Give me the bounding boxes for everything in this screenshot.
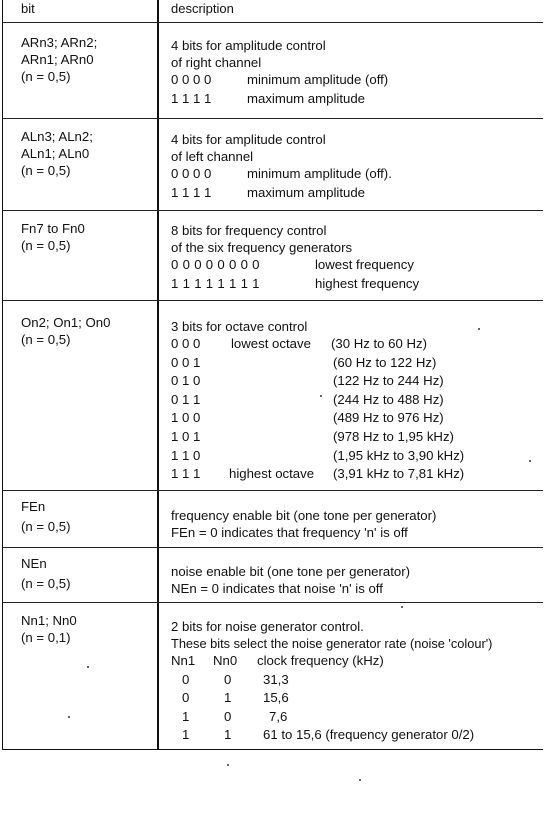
scan-speck (401, 606, 403, 608)
bit-line: (n = 0,5) (21, 576, 71, 591)
bit-line: NEn (21, 556, 47, 571)
value-code: 0 0 0 0 (171, 72, 212, 87)
bit-line: ALn3; ALn2; (21, 129, 93, 144)
noise-clock: 7,6 (269, 708, 288, 724)
scan-speck (529, 460, 531, 462)
octave-code: 0 1 1 (171, 391, 201, 407)
noise-header-row (171, 652, 541, 671)
value-row (171, 71, 541, 90)
octave-row (171, 428, 541, 447)
value-row (171, 184, 541, 203)
header-description: description (171, 1, 234, 16)
noise-col-nn1: Nn1 (171, 653, 196, 668)
noise-nn1: 1 (182, 727, 190, 743)
bit-line: Fn7 to Fn0 (21, 221, 85, 236)
octave-code: 0 0 0 (171, 336, 201, 351)
noise-table (171, 671, 541, 745)
row-divider (3, 22, 543, 23)
octave-code: 0 1 0 (171, 373, 201, 389)
value-code: 0 0 0 0 0 0 0 0 (171, 257, 260, 272)
desc-cell-fn (171, 222, 541, 293)
value-row (171, 275, 541, 294)
bit-cell-arn (21, 34, 97, 85)
octave-range: (978 Hz to 1,95 kHz) (333, 428, 454, 444)
bit-cell-on (21, 314, 110, 348)
value-text: minimum amplitude (off). (247, 166, 392, 181)
bit-cell-nen (21, 555, 70, 592)
value-row (171, 256, 541, 275)
desc-cell-aln (171, 131, 541, 202)
register-table (2, 0, 543, 750)
scan-speck (227, 764, 229, 766)
value-text: highest frequency (315, 275, 420, 291)
octave-row (171, 409, 541, 428)
desc-cell-nen (171, 563, 541, 597)
bit-line: (n = 0,5) (21, 238, 71, 253)
value-code: 1 1 1 1 (171, 184, 212, 200)
noise-row (171, 689, 541, 708)
octave-label: lowest octave (231, 336, 311, 351)
desc-line: noise enable bit (one tone per generator) (171, 564, 411, 579)
noise-col-clock: clock frequency (kHz) (257, 653, 384, 668)
bit-line: Nn1; Nn0 (21, 613, 77, 628)
octave-label: highest octave (229, 466, 315, 482)
octave-range: (3,91 kHz to 7,81 kHz) (333, 466, 465, 482)
desc-line: of left channel (171, 149, 254, 164)
row-divider (3, 490, 543, 491)
octave-row (171, 372, 541, 391)
desc-line: of the six frequency generators (171, 240, 353, 255)
noise-clock: 61 to 15,6 (frequency generator 0/2) (263, 727, 475, 743)
desc-line: 2 bits for noise generator control. (171, 619, 364, 634)
scan-speck (68, 716, 70, 718)
row-divider (3, 210, 543, 211)
bit-line: (n = 0,5) (21, 163, 71, 178)
column-divider (157, 0, 159, 750)
value-row (171, 90, 541, 109)
noise-clock: 15,6 (263, 690, 289, 706)
desc-line: 8 bits for frequency control (171, 223, 327, 238)
octave-row (171, 354, 541, 373)
value-text: maximum amplitude (247, 184, 365, 200)
desc-cell-on (171, 318, 541, 484)
octave-row (171, 335, 541, 354)
octave-range: (60 Hz to 122 Hz) (333, 354, 437, 370)
noise-row (171, 726, 541, 745)
desc-line: 4 bits for amplitude control (171, 38, 326, 53)
scan-speck (478, 328, 480, 330)
bit-line: (n = 0,1) (21, 630, 71, 645)
octave-range: (122 Hz to 244 Hz) (333, 373, 444, 389)
bit-line: FEn (21, 499, 46, 514)
desc-line: NEn = 0 indicates that noise 'n' is off (171, 581, 383, 596)
desc-line: of right channel (171, 55, 262, 70)
octave-range: (489 Hz to 976 Hz) (333, 410, 444, 426)
desc-cell-nn (171, 618, 541, 745)
scan-speck (320, 395, 322, 397)
bit-line: (n = 0,5) (21, 332, 71, 347)
noise-nn1: 1 (182, 708, 190, 724)
bit-line: ARn3; ARn2; (21, 35, 98, 50)
desc-line: frequency enable bit (one tone per generator) (171, 508, 437, 523)
bit-line: (n = 0,5) (21, 519, 71, 534)
desc-line: 3 bits for octave control (171, 319, 308, 334)
octave-code: 0 0 1 (171, 354, 201, 370)
bit-cell-aln (21, 128, 93, 179)
scan-speck (87, 666, 89, 668)
octave-range: (1,95 kHz to 3,90 kHz) (333, 447, 465, 463)
bit-cell-nn (21, 612, 77, 646)
bit-line: ALn1; ALn0 (21, 146, 90, 161)
octave-code: 1 0 0 (171, 410, 201, 426)
desc-line: 4 bits for amplitude control (171, 132, 326, 147)
octave-code: 1 1 1 (171, 466, 201, 482)
bit-line: ARn1; ARn0 (21, 52, 94, 67)
bit-cell-fen (21, 498, 70, 535)
bit-line: On2; On1; On0 (21, 315, 111, 330)
noise-nn0: 1 (224, 690, 232, 706)
desc-line: FEn = 0 indicates that frequency 'n' is off (171, 525, 408, 540)
noise-nn0: 1 (224, 727, 232, 743)
octave-table (171, 335, 541, 484)
noise-col-nn0: Nn0 (213, 653, 238, 668)
bit-cell-fn (21, 220, 85, 254)
octave-range: (30 Hz to 60 Hz) (331, 336, 428, 351)
scan-speck (359, 779, 361, 781)
desc-cell-fen (171, 507, 541, 541)
octave-row (171, 465, 541, 484)
octave-range: (244 Hz to 488 Hz) (333, 391, 444, 407)
noise-nn0: 0 (224, 671, 232, 687)
value-text: minimum amplitude (off) (247, 72, 389, 87)
octave-code: 1 0 1 (171, 428, 201, 444)
row-divider (3, 300, 543, 301)
noise-row (171, 708, 541, 727)
desc-line: These bits select the noise generator rate (noise 'colour') (171, 636, 493, 651)
row-divider (3, 118, 543, 119)
noise-nn0: 0 (224, 708, 232, 724)
octave-row (171, 447, 541, 466)
bit-line: (n = 0,5) (21, 69, 71, 84)
value-row (171, 165, 541, 184)
row-divider (3, 602, 543, 603)
header-bit: bit (21, 1, 35, 16)
noise-nn1: 0 (182, 690, 190, 706)
row-divider (3, 547, 543, 548)
octave-code: 1 1 0 (171, 447, 201, 463)
value-code: 0 0 0 0 (171, 166, 212, 181)
value-code: 1 1 1 1 1 1 1 1 (171, 275, 260, 291)
octave-row (171, 391, 541, 410)
value-text: lowest frequency (315, 257, 414, 272)
noise-nn1: 0 (182, 671, 190, 687)
noise-clock: 31,3 (263, 671, 289, 687)
value-code: 1 1 1 1 (171, 90, 212, 106)
value-text: maximum amplitude (247, 90, 365, 106)
noise-row (171, 671, 541, 690)
desc-cell-arn (171, 37, 541, 108)
